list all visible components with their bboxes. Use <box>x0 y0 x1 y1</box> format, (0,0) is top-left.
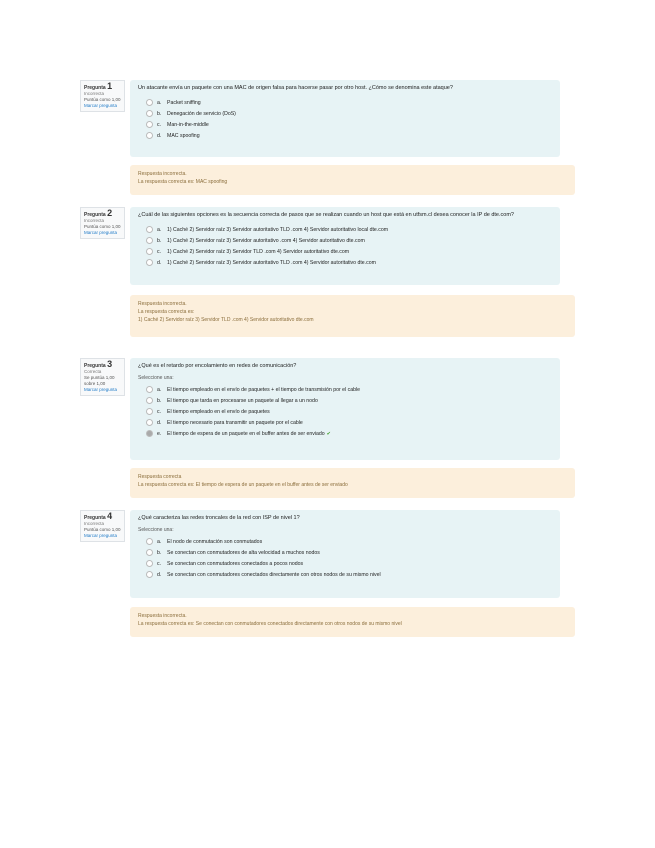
answer-option[interactable] <box>138 395 552 406</box>
answer-option[interactable] <box>138 257 552 268</box>
option-letter: d. <box>157 259 162 266</box>
question-state: Incorrecta <box>84 218 105 223</box>
option-letter: a. <box>157 386 162 393</box>
answer-option[interactable] <box>138 108 552 119</box>
question-score: Puntúa como 1,00 <box>84 224 121 229</box>
feedback-title: Respuesta incorrecta. <box>138 301 187 307</box>
option-text: 1) Caché 2) Servidor raíz 3) Servidor TLD .com 4) Servidor autoritativo dte.com <box>167 248 350 255</box>
answer-option[interactable] <box>138 547 552 558</box>
option-text: El nodo de conmutación son conmutados <box>167 538 263 545</box>
feedback-text: La respuesta correcta es: El tiempo de espera de un paquete en el buffer antes de ser enviado <box>138 482 348 488</box>
radio-button[interactable] <box>146 237 153 244</box>
option-letter: a. <box>157 99 162 106</box>
feedback-text: La respuesta correcta es: <box>138 309 195 315</box>
question-score: Puntúa como 1,00 <box>84 527 121 532</box>
option-text: 1) Caché 2) Servidor raíz 3) Servidor autoritativo TLD .com 4) Servidor autoritativo local dte.com <box>167 226 389 233</box>
radio-button[interactable] <box>146 397 153 404</box>
question-number: Pregunta 3 <box>84 359 113 369</box>
option-text: El tiempo empleado en el envío de paquetes <box>167 408 270 415</box>
option-text: El tiempo necesario para transmitir un paquete por el cable <box>167 419 303 426</box>
answer-option[interactable] <box>138 224 552 235</box>
option-text: Packet sniffing <box>167 99 201 106</box>
flag-question-link[interactable]: Marcar pregunta <box>84 103 118 108</box>
answer-option[interactable] <box>138 246 552 257</box>
option-letter: d. <box>157 419 162 426</box>
radio-button[interactable] <box>146 226 153 233</box>
question-score: Puntúa como 1,00 <box>84 97 121 102</box>
question-number: Pregunta 1 <box>84 81 113 91</box>
radio-button[interactable] <box>146 419 153 426</box>
option-letter: a. <box>157 538 162 545</box>
option-letter: c. <box>157 121 162 128</box>
option-text: Man-in-the-middle <box>167 121 209 128</box>
question-text: ¿Qué es el retardo por encolamiento en redes de comunicación? <box>138 363 297 369</box>
radio-button[interactable] <box>146 121 153 128</box>
option-text: Denegación de servicio (DoS) <box>167 110 236 117</box>
option-letter: d. <box>157 571 162 578</box>
flag-question-link[interactable]: Marcar pregunta <box>84 533 118 538</box>
question-state: Incorrecta <box>84 521 105 526</box>
answer-option[interactable] <box>138 406 552 417</box>
feedback-box <box>130 607 575 637</box>
option-text: 1) Caché 2) Servidor raíz 3) Servidor autoritativo TLD .com 4) Servidor autoritativo dte.com <box>167 259 376 266</box>
question-info <box>80 510 125 542</box>
question-number: Pregunta 4 <box>84 511 113 521</box>
answer-option[interactable] <box>138 119 552 130</box>
feedback-title: Respuesta incorrecta. <box>138 171 187 177</box>
flag-question-link[interactable]: Marcar pregunta <box>84 230 118 235</box>
question-card <box>130 358 560 460</box>
option-letter: b. <box>157 397 162 404</box>
option-letter: d. <box>157 132 162 139</box>
option-letter: c. <box>157 560 162 567</box>
feedback-text: La respuesta correcta es: Se conectan con conmutadores conectados directamente con otros nodos de su mismo nivel <box>138 621 402 627</box>
option-text: MAC spoofing <box>167 132 200 139</box>
radio-button[interactable] <box>146 99 153 106</box>
question-state: Correcta <box>84 369 102 374</box>
radio-button[interactable] <box>146 248 153 255</box>
feedback-box <box>130 468 575 498</box>
question-info <box>80 80 125 112</box>
feedback-text: La respuesta correcta es: MAC spoofing <box>138 179 228 185</box>
option-letter: b. <box>157 110 162 117</box>
radio-button[interactable] <box>146 571 153 578</box>
radio-button[interactable] <box>146 538 153 545</box>
question-text: ¿Cuál de las siguientes opciones es la secuencia correcta de pasos que se realizan cuando un host que está en utfsm.cl desea conocer la IP de dte.com? <box>138 212 514 218</box>
answer-option[interactable] <box>138 384 552 395</box>
check-icon: ✔ <box>326 430 332 437</box>
feedback-box <box>130 295 575 337</box>
question-card <box>130 510 560 598</box>
answer-option[interactable] <box>138 428 552 439</box>
question-state: Incorrecta <box>84 91 105 96</box>
answer-option[interactable] <box>138 558 552 569</box>
option-letter: c. <box>157 408 162 415</box>
radio-button[interactable] <box>146 549 153 556</box>
question-number: Pregunta 2 <box>84 208 113 218</box>
select-prompt: Seleccione una: <box>138 527 174 533</box>
select-prompt: Seleccione una: <box>138 375 174 381</box>
option-text: 1) Caché 2) Servidor raíz 3) Servidor autoritativo .com 4) Servidor autoritativo dte.com <box>167 237 365 244</box>
question-text: Un atacante envía un paquete con una MAC de origen falsa para hacerse pasar por otro host. ¿Cómo se denomina este ataque? <box>138 85 453 91</box>
question-card <box>130 80 560 157</box>
radio-button[interactable] <box>146 430 153 437</box>
question-score: Se puntúa 1,00 sobre 1,00 <box>84 375 115 386</box>
flag-question-link[interactable]: Marcar pregunta <box>84 387 118 392</box>
radio-button[interactable] <box>146 560 153 567</box>
option-letter: b. <box>157 237 162 244</box>
feedback-title: Respuesta correcta <box>138 474 182 480</box>
feedback-box <box>130 165 575 195</box>
radio-button[interactable] <box>146 408 153 415</box>
answer-option[interactable] <box>138 97 552 108</box>
question-info <box>80 207 125 239</box>
option-letter: b. <box>157 549 162 556</box>
option-text: Se conectan con conmutadores de alta velocidad a muchos nodos <box>167 549 320 556</box>
option-letter: a. <box>157 226 162 233</box>
feedback-text-2: 1) Caché 2) Servidor raíz 3) Servidor TLD .com 4) Servidor autoritativo dte.com <box>138 317 314 323</box>
question-text: ¿Qué caracteriza las redes troncales de la red con ISP de nivel 1? <box>138 515 300 521</box>
option-text: El tiempo empleado en el envío de paquetes + el tiempo de transmisión por el cable <box>167 386 361 393</box>
answer-option[interactable] <box>138 130 552 141</box>
radio-button[interactable] <box>146 110 153 117</box>
option-text: Se conectan con conmutadores conectados a pocos nodos <box>167 560 304 567</box>
radio-button[interactable] <box>146 132 153 139</box>
answer-option[interactable] <box>138 569 552 580</box>
option-text: El tiempo de espera de un paquete en el buffer antes de ser enviado <box>167 430 325 437</box>
question-info <box>80 358 125 396</box>
option-letter: e. <box>157 430 162 437</box>
question-card <box>130 207 560 285</box>
radio-button[interactable] <box>146 259 153 266</box>
feedback-title: Respuesta incorrecta. <box>138 613 187 619</box>
option-text: El tiempo que tarda en procesarse un paquete al llegar a un nodo <box>167 397 318 404</box>
option-letter: c. <box>157 248 162 255</box>
answer-option[interactable] <box>138 417 552 428</box>
option-text: Se conectan con conmutadores conectados directamente con otros nodos de su mismo nivel <box>167 571 381 578</box>
answer-option[interactable] <box>138 235 552 246</box>
answer-option[interactable] <box>138 536 552 547</box>
radio-button[interactable] <box>146 386 153 393</box>
